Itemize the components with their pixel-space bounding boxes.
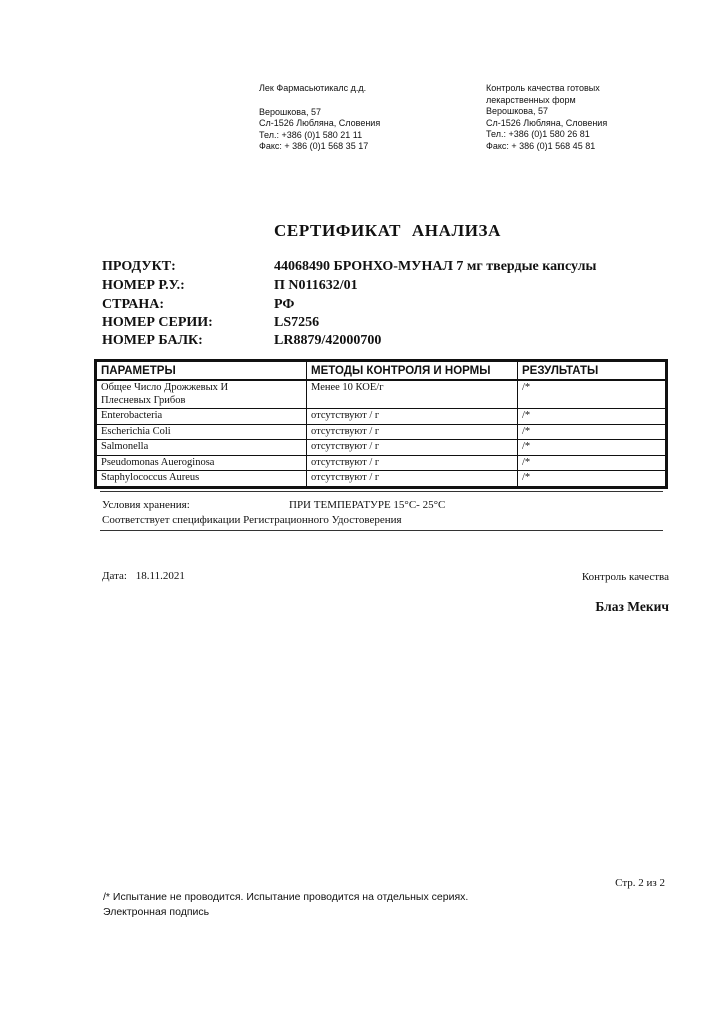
signature-name: Блаз Мекич xyxy=(595,599,669,614)
sender-street: Верошкова, 57 xyxy=(259,106,321,117)
sender-fax: Факс: + 386 (0)1 568 35 17 xyxy=(259,141,369,151)
method-cell: Менее 10 КОЕ/г xyxy=(307,380,518,409)
qc-line1: Контроль качества готовых xyxy=(486,83,600,93)
result-cell: /* xyxy=(518,409,667,425)
table-row xyxy=(96,409,667,425)
sender-city: Сл-1526 Любляна, Словения xyxy=(259,118,381,128)
qc-city: Сл-1526 Любляна, Словения xyxy=(486,117,608,128)
product-value: 44068490 БРОНХО-МУНАЛ 7 мг твердые капсулы xyxy=(274,259,597,274)
method-cell: отсутствуют / г xyxy=(307,409,518,425)
header-parameters: ПАРАМЕТРЫ xyxy=(96,361,307,381)
page-number: Стр. 2 из 2 xyxy=(615,877,665,889)
param-cell: Staphylococcus Aureus xyxy=(96,471,307,488)
header-results: РЕЗУЛЬТАТЫ xyxy=(518,361,667,381)
country-label: СТРАНА: xyxy=(102,297,164,312)
storage-label: Условия хранения: xyxy=(102,499,190,511)
date-line xyxy=(102,570,185,582)
table-row xyxy=(96,440,667,456)
batch-value: LS7256 xyxy=(274,315,320,330)
result-cell: /* xyxy=(518,455,667,471)
table-row xyxy=(96,380,667,409)
qc-phone: Тел.: +386 (0)1 580 26 81 xyxy=(486,129,590,139)
batch-label: НОМЕР СЕРИИ: xyxy=(102,315,213,330)
qc-address xyxy=(486,83,607,152)
document-title: СЕРТИФИКАТ АНАЛИЗА xyxy=(274,221,502,240)
sender-company: Лек Фармасьютикалс д.д. xyxy=(259,83,367,93)
param-cell: Escherichia Coli xyxy=(96,424,307,440)
method-cell: отсутствуют / г xyxy=(307,440,518,456)
country-row xyxy=(102,297,662,316)
electronic-signature-note: Электронная подпись xyxy=(103,906,210,918)
storage-value: ПРИ ТЕМПЕРАТУРЕ 15°C- 25°C xyxy=(289,499,446,511)
sender-address xyxy=(259,83,380,153)
method-cell: отсутствуют / г xyxy=(307,424,518,440)
divider xyxy=(100,491,663,492)
param-cell: Pseudomonas Aueroginosa xyxy=(96,455,307,471)
table-row xyxy=(96,455,667,471)
batch-row xyxy=(102,315,662,334)
method-cell: отсутствуют / г xyxy=(307,471,518,488)
compliance-text: Соответствует спецификации Регистрационного Удостоверения xyxy=(102,514,402,526)
product-row xyxy=(102,259,662,278)
date-value: 18.11.2021 xyxy=(135,570,185,582)
table-header-row xyxy=(96,361,667,381)
signature-role: Контроль качества xyxy=(581,571,669,583)
date-label: Дата: xyxy=(102,570,127,582)
footnote: /* Испытание не проводится. Испытание проводится на отдельных сериях. xyxy=(103,891,469,903)
param-text: Плесневых Грибов xyxy=(101,394,186,406)
divider xyxy=(100,530,663,531)
qc-street: Верошкова, 57 xyxy=(486,106,548,116)
sender-phone: Тел.: +386 (0)1 580 21 11 xyxy=(259,129,363,140)
result-cell: /* xyxy=(518,424,667,440)
registration-row xyxy=(102,278,662,297)
table-row xyxy=(96,424,667,440)
bulk-row xyxy=(102,333,662,352)
result-cell: /* xyxy=(518,380,667,409)
method-cell: отсутствуют / г xyxy=(307,455,518,471)
table-row xyxy=(96,471,667,488)
qc-fax: Факс: + 386 (0)1 568 45 81 xyxy=(486,140,596,151)
registration-label: НОМЕР Р.У.: xyxy=(102,278,185,293)
product-label: ПРОДУКТ: xyxy=(102,259,176,274)
param-cell: Enterobacteria xyxy=(96,409,307,425)
country-value: РФ xyxy=(274,297,295,312)
results-table xyxy=(94,359,668,489)
bulk-value: LR8879/42000700 xyxy=(274,333,382,348)
result-cell: /* xyxy=(518,440,667,456)
param-cell: Salmonella xyxy=(96,440,307,456)
bulk-label: НОМЕР БАЛК: xyxy=(102,333,203,348)
param-text: Общее Число Дрожжевых И xyxy=(101,382,229,393)
registration-value: П N011632/01 xyxy=(274,278,358,293)
qc-line2: лекарственных форм xyxy=(486,94,576,105)
header-methods: МЕТОДЫ КОНТРОЛЯ И НОРМЫ xyxy=(307,361,518,381)
result-cell: /* xyxy=(518,471,667,488)
param-cell xyxy=(96,380,307,409)
